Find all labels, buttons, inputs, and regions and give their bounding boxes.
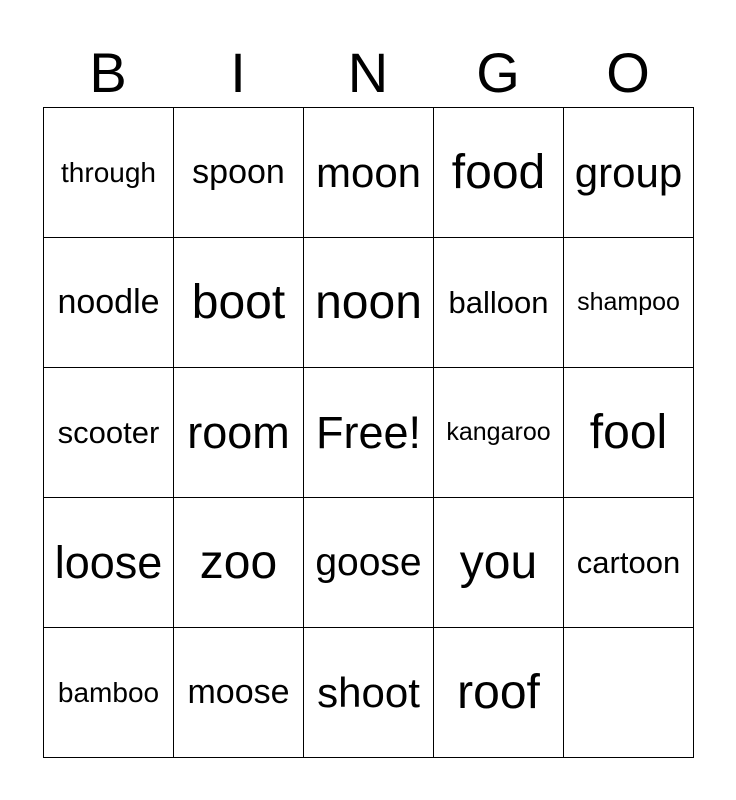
header-letter-g: G	[476, 41, 520, 104]
cell-word: noon	[315, 276, 422, 329]
header-letter-o: O	[606, 41, 650, 104]
cell-word: through	[61, 156, 156, 188]
empty-cell[interactable]	[564, 628, 694, 758]
bingo-cell[interactable]	[564, 498, 694, 628]
header-letter-n: N	[347, 41, 389, 104]
cell-word: balloon	[448, 284, 549, 320]
bingo-cell[interactable]	[304, 628, 434, 758]
bingo-cell[interactable]	[564, 368, 694, 498]
cell-word: group	[574, 148, 683, 196]
header-letter-i: I	[230, 41, 246, 104]
cell-word: fool	[589, 406, 668, 459]
cell-word: room	[187, 406, 290, 458]
bingo-cell[interactable]	[434, 498, 564, 628]
bingo-cell[interactable]	[434, 628, 564, 758]
bingo-board	[43, 107, 694, 758]
bingo-cell[interactable]	[564, 108, 694, 238]
cell-word: zoo	[199, 536, 278, 589]
bingo-cell[interactable]	[174, 108, 304, 238]
bingo-cell[interactable]	[44, 108, 174, 238]
cell-word: cartoon	[576, 544, 681, 580]
cell-word: shoot	[317, 668, 420, 716]
cell-word: noodle	[57, 283, 160, 321]
bingo-cell[interactable]	[304, 498, 434, 628]
bingo-cell[interactable]	[304, 238, 434, 368]
cell-word: loose	[54, 536, 163, 588]
bingo-cell[interactable]	[434, 238, 564, 368]
cell-word: food	[451, 146, 546, 199]
bingo-cell[interactable]	[174, 498, 304, 628]
bingo-cell[interactable]	[434, 108, 564, 238]
cell-word: goose	[315, 540, 422, 584]
cell-word: spoon	[192, 153, 285, 191]
bingo-cell[interactable]	[44, 628, 174, 758]
cell-word: moose	[187, 673, 290, 711]
cell-word: boot	[191, 276, 286, 329]
bingo-cell[interactable]	[44, 498, 174, 628]
bingo-header	[43, 38, 693, 108]
free-space-cell[interactable]	[304, 368, 434, 498]
bingo-cell[interactable]	[44, 238, 174, 368]
cell-word: roof	[457, 666, 540, 719]
header-letter-b: B	[89, 41, 127, 104]
bingo-cell[interactable]	[174, 368, 304, 498]
bingo-cell[interactable]	[434, 368, 564, 498]
cell-word: moon	[315, 148, 422, 196]
cell-word: kangaroo	[446, 418, 551, 446]
cell-word: shampoo	[577, 288, 680, 316]
bingo-cell[interactable]	[564, 238, 694, 368]
free-space-label: Free!	[315, 406, 422, 458]
cell-word: you	[459, 536, 538, 589]
bingo-cell[interactable]	[304, 108, 434, 238]
bingo-cell[interactable]	[174, 238, 304, 368]
bingo-cell[interactable]	[44, 368, 174, 498]
cell-word: scooter	[57, 414, 160, 450]
bingo-cell[interactable]	[174, 628, 304, 758]
cell-word: bamboo	[57, 676, 160, 708]
